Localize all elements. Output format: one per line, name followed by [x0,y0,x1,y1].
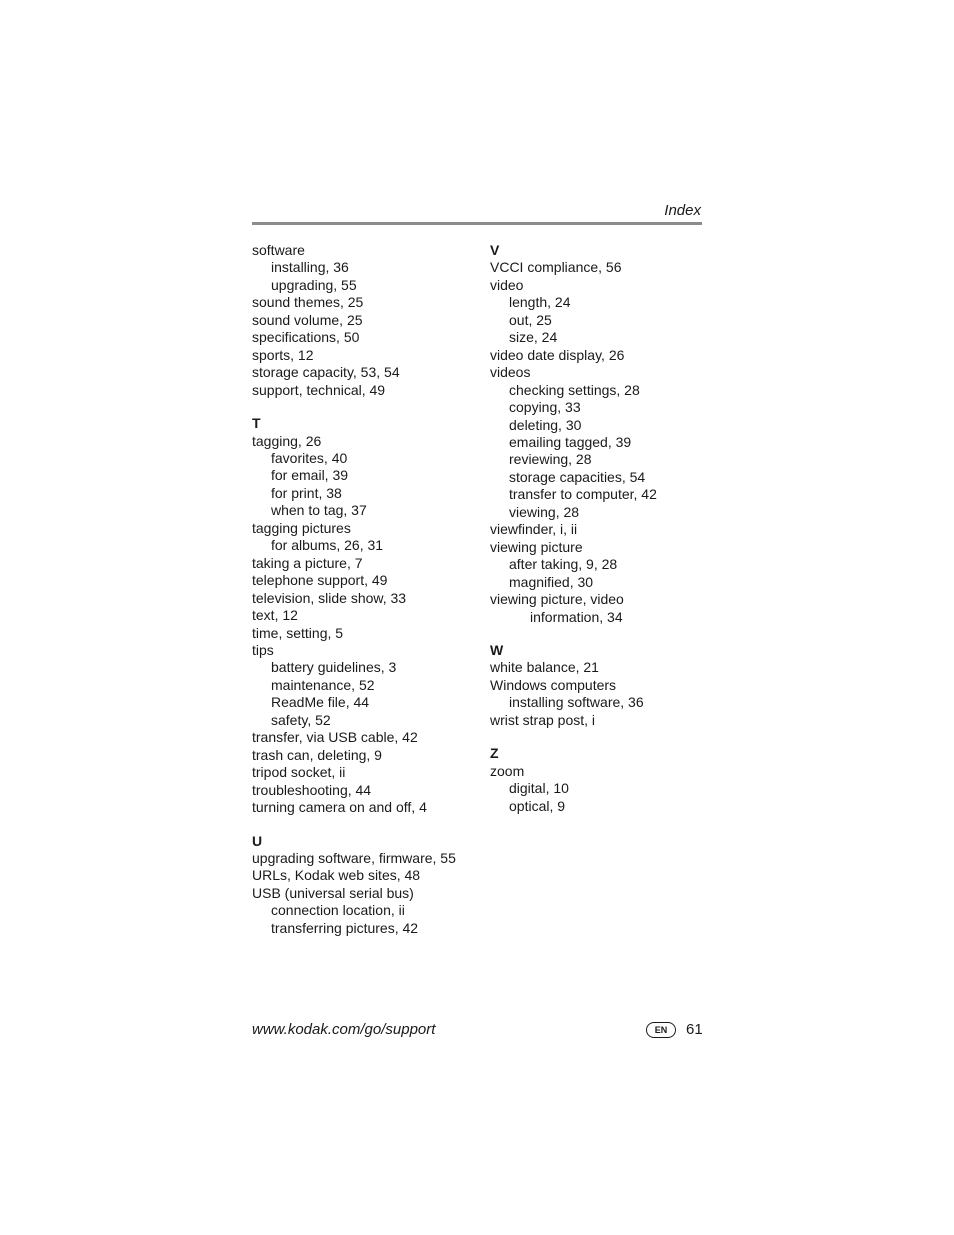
index-subentry: emailing tagged, 39 [509,433,632,450]
index-letter-heading: Z [490,745,499,762]
index-subentry: for email, 39 [271,467,349,484]
index-subentry: deleting, 30 [509,416,582,433]
index-subentry: for albums, 26, 31 [271,537,384,554]
header-rule [252,222,702,225]
index-entry: VCCI compliance, 56 [490,259,622,276]
index-entry: URLs, Kodak web sites, 48 [252,867,421,884]
index-subentry: optical, 9 [509,797,566,814]
index-subentry: ReadMe file, 44 [271,694,370,711]
index-column-left [252,242,482,953]
index-entry: transfer, via USB cable, 42 [252,729,418,746]
index-subentry: favorites, 40 [271,449,348,466]
index-entry: telephone support, 49 [252,572,388,589]
index-subentry: information, 34 [530,608,623,625]
index-subentry: for print, 38 [271,484,342,501]
running-header: Index [664,202,701,219]
index-subentry: out, 25 [509,311,552,328]
index-letter-heading: T [252,415,261,432]
index-entry: USB (universal serial bus) [252,884,414,901]
index-subentry: viewing, 28 [509,503,580,520]
index-column-right [490,242,702,831]
index-subentry: magnified, 30 [509,573,594,590]
index-entry: trash can, deleting, 9 [252,746,382,763]
index-subentry: after taking, 9, 28 [509,556,618,573]
index-entry: time, setting, 5 [252,624,344,641]
index-entry: upgrading software, firmware, 55 [252,849,456,866]
index-entry: tagging pictures [252,519,351,536]
index-subentry: installing, 36 [271,259,349,276]
index-entry: troubleshooting, 44 [252,781,372,798]
index-subentry: upgrading, 55 [271,276,357,293]
index-subentry: transfer to computer, 42 [509,486,657,503]
index-entry: sound volume, 25 [252,311,363,328]
index-entry: viewfinder, i, ii [490,521,578,538]
index-subentry: checking settings, 28 [509,381,640,398]
index-subentry: copying, 33 [509,399,581,416]
index-entry: Windows computers [490,676,617,693]
index-section [490,242,702,626]
index-entry: zoom [490,762,525,779]
page-number: 61 [686,1021,703,1038]
index-subentry: maintenance, 52 [271,676,375,693]
index-subentry: storage capacities, 54 [509,468,646,485]
index-entry: television, slide show, 33 [252,589,407,606]
index-subentry: digital, 10 [509,780,569,797]
index-section [252,415,482,816]
index-entry: viewing picture [490,538,583,555]
index-entry: taking a picture, 7 [252,554,363,571]
index-section [490,642,702,729]
index-entry: sound themes, 25 [252,294,364,311]
index-subentry: transferring pictures, 42 [271,919,419,936]
index-entry: tripod socket, ii [252,764,346,781]
index-letter-heading: W [490,641,504,658]
index-entry: storage capacity, 53, 54 [252,364,400,381]
index-entry: tips [252,641,274,658]
index-subentry: battery guidelines, 3 [271,659,397,676]
index-entry: white balance, 21 [490,659,599,676]
index-entry: text, 12 [252,607,298,624]
index-entry: wrist strap post, i [490,711,596,728]
index-subentry: size, 24 [509,329,558,346]
index-entry: video [490,276,524,293]
index-entry: support, technical, 49 [252,381,386,398]
index-subentry: when to tag, 37 [271,502,367,519]
index-entry: video date display, 26 [490,346,625,363]
index-entry: turning camera on and off, 4 [252,799,427,816]
index-letter-heading: V [490,242,500,258]
index-subentry: safety, 52 [271,711,331,728]
index-entry: viewing picture, video [490,591,624,608]
index-subentry: installing software, 36 [509,694,644,711]
index-entry: software [252,242,305,258]
index-section [252,833,482,938]
index-subentry: connection location, ii [271,902,405,919]
index-section [252,242,482,399]
language-badge: EN [646,1022,676,1038]
index-subentry: length, 24 [509,294,571,311]
index-entry: tagging, 26 [252,432,322,449]
index-entry: specifications, 50 [252,329,360,346]
index-entry: sports, 12 [252,346,314,363]
footer-url: www.kodak.com/go/support [252,1021,436,1038]
index-entry: videos [490,364,531,381]
index-letter-heading: U [252,832,263,849]
index-section [490,745,702,815]
index-subentry: reviewing, 28 [509,451,592,468]
